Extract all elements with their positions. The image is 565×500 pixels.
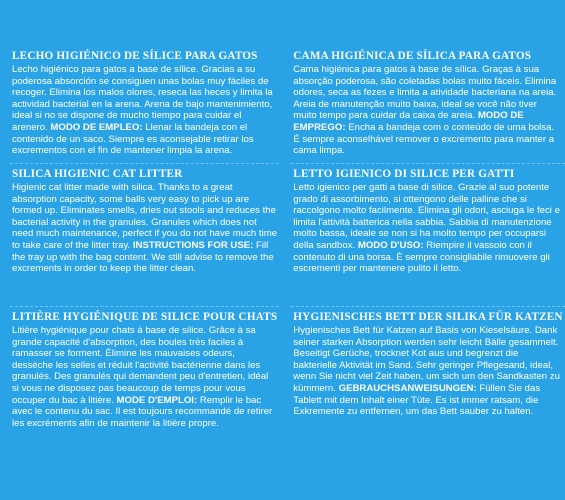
section-title: LITIÈRE HYGIÉNIQUE DE SILICE POUR CHATS bbox=[12, 311, 278, 323]
section-body bbox=[12, 182, 277, 275]
section-description: Hygienisches Bett für Katzen auf Basis von Kieselsäure. Dank seiner starken Absorption werden sehr leicht Bälle gesammelt. Beseitigt Gerüche, trocknet Kot aus und begrenzt die bakterielle Aktivität im Sand. Sehr geringer Pflegesand, ideal, wenn Sie nicht viel Zeit haben, um sich um den Sandkasten zu kümmern. bbox=[293, 325, 560, 394]
section-title: SILICA HIGIENIC CAT LITTER bbox=[12, 168, 183, 180]
usage-text: Fill the tray up with the bag content. We still advise to remove the excrements in order to keep the litter clean. bbox=[12, 239, 274, 275]
usage-label: MODO DE EMPREGO: bbox=[293, 110, 524, 133]
section-description: Higienic cat litter made with silica. Thanks to a great absorption capacity, some balls very easy to pick up are formed up. Eliminates smells, dries out stools and reduces the bacterial activity in the granules. Granules which does not need much maintenance, perfect if you do not have much time to take care of the litter tray. bbox=[12, 182, 278, 251]
section-it bbox=[291, 163, 564, 306]
section-title: LETTO IGIENICO DI SILICE PER GATTI bbox=[293, 168, 515, 180]
section-title: LECHO HIGIÉNICO DE SÍLICE PARA GATOS bbox=[12, 50, 258, 62]
section-body bbox=[12, 64, 277, 157]
usage-label: MODO D'USO: bbox=[357, 239, 424, 251]
section-title: CAMA HIGIÉNICA DE SÍLICA PARA GATOS bbox=[293, 50, 532, 62]
section-body bbox=[293, 182, 562, 275]
section-es bbox=[10, 46, 279, 163]
usage-label: MODE D'EMPLOI: bbox=[116, 394, 198, 406]
section-description: Cama higiénica para gatos à base de sílica. Graças à sua absorção poderosa, são coletadas bolas muito fáceis. Elimina odores, seca as fezes e limita a atividade bacteriana na areia. Areia de manutenção muito baixa, ideal se você não tiver muito tempo para cuidar da caixa de areia. bbox=[293, 64, 557, 122]
usage-label: GEBRAUCHSANWEISUNGEN: bbox=[338, 382, 477, 394]
section-title: HYGIENISCHES BETT DER SILIKA FÜR KATZEN bbox=[293, 311, 563, 323]
usage-text: Remplir le bac avec le contenu du sac. Il est toujours recommandé de retirer les excréments afin de maintenir la litière propre. bbox=[12, 394, 273, 429]
section-en bbox=[10, 163, 279, 306]
usage-label: MODO DE EMPLEO: bbox=[50, 121, 143, 133]
instructions-grid bbox=[10, 46, 563, 480]
section-body bbox=[293, 325, 562, 418]
section-pt bbox=[291, 46, 564, 163]
section-description: Letto igienico per gatti a base di silice. Grazie al suo potente grado di assorbimento, si ottengono delle palline che si raccolgono molto facilmente. Elimina gli odori, asciuga le feci e limita l'attività batterica nella sabbia. Sabbia di manutenzione molto bassa, ideale se non si ha molto tempo per occuparsi della sandbox. bbox=[293, 182, 560, 251]
section-fr bbox=[10, 306, 279, 480]
section-body bbox=[12, 325, 277, 429]
usage-text: Füllen Sie das Tablett mit dem Inhalt einer Tüte. Es ist immer ratsam, die Exkremente zu entfernen, um das Bett sauber zu halten. bbox=[293, 382, 541, 418]
usage-text: Encha a bandeja com o conteúdo de uma bolsa. É sempre aconselhável remover o excremento para manter a cama limpa. bbox=[293, 121, 555, 157]
section-description: Lecho higiénico para gatos a base de sílice. Gracias a su poderosa absorción se consiguen unas bolas muy fáciles de recoger. Elimina los malos olores, reseca las heces y limita la actividad bacterial en la arena. Arena de bajo mantenimiento, ideal si no se dispone de mucho tiempo para cuidar el arenero. bbox=[12, 64, 273, 133]
section-body bbox=[293, 64, 562, 157]
section-de bbox=[291, 306, 564, 480]
section-description: Litière hygiénique pour chats à base de silice. Grâce à sa grande capacité d'absorption, des boules très faciles à ramasser se forment. Élimine les mauvaises odeurs, dessèche les selles et réduit l'activité bactérienne dans les granulés. Des granulés qui demandent peu d'entretien, idéal si vous ne disposez pas beaucoup de temps pour vous occuper du bac à litière. bbox=[12, 325, 269, 406]
usage-text: Llenar la bandeja con el contenido de un saco. Siempre es aconsejable retirar los excrementos con el fin de mantener limpia la arena. bbox=[12, 121, 254, 157]
usage-label: INSTRUCTIONS FOR USE: bbox=[132, 239, 254, 251]
usage-text: Riempire il vassoio con il contenuto di una borsa. È sempre consigliabile rimuovere gli escrementi per mantenere pulito il letto. bbox=[293, 239, 550, 275]
